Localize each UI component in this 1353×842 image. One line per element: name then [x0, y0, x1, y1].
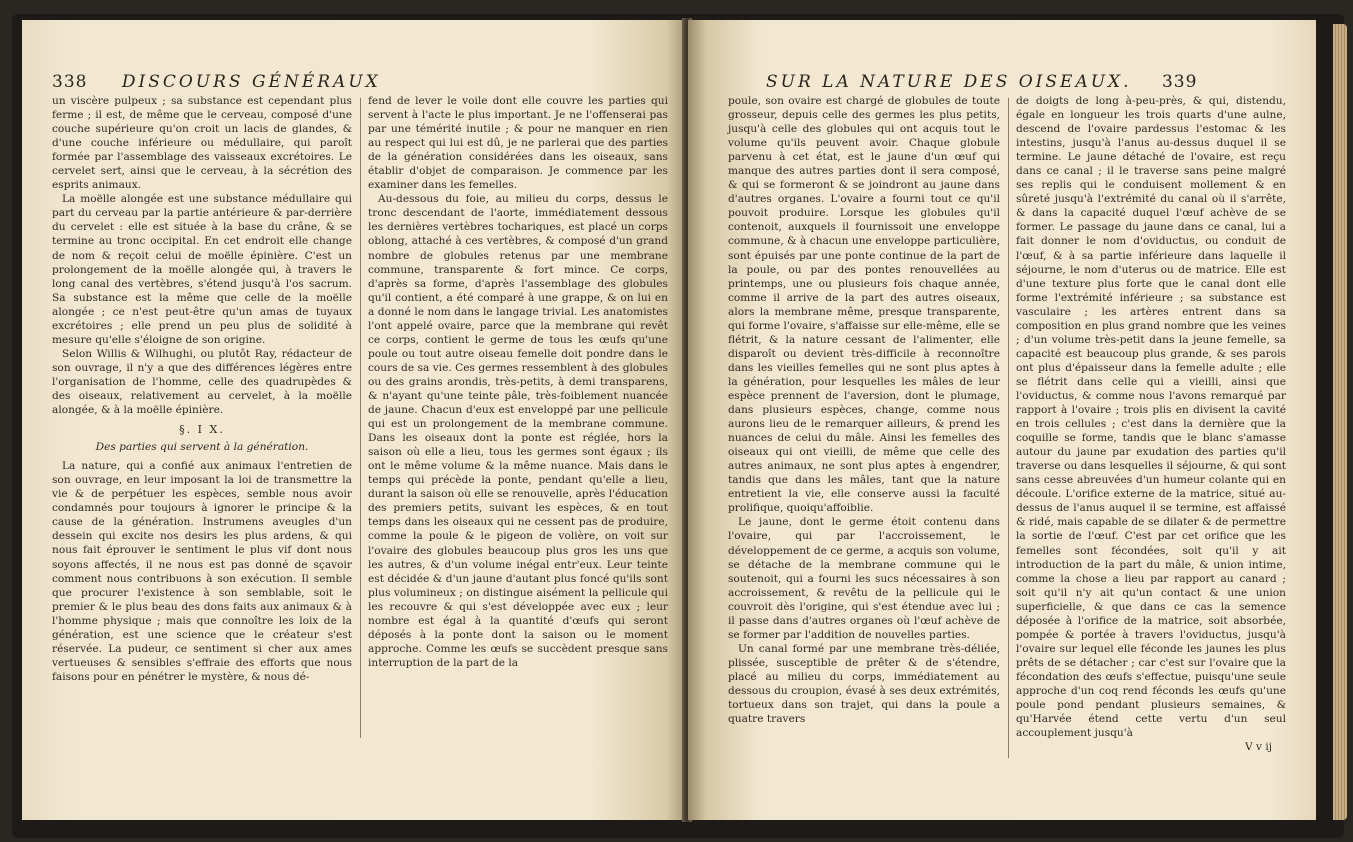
paragraph: un viscère pulpeux ; sa substance est cependant plus ferme ; il est, de même que le cerveau, composé d'une couche supérieure qu'on croit un lacis de glandes, & d'une couche inférieure ou médullaire, qui paroît formée par l'assemblage des vaisseaux excrétoires. Le cervelet sert, ainsi que le cerveau, à la sécrétion des esprits animaux.: [52, 95, 352, 192]
paragraph: Au-dessous du foie, au milieu du corps, dessus le tronc descendant de l'aorte, immédiatement dessous les dernières vertèbres tochariques, est placé un corps oblong, attaché à ces vertèbres, & composé d'un grand nombre de globules retenus par une membrane commune, transparente & fort mince. Ce corps, d'après sa forme, d'après l'assemblage des globules qu'il contient, a été comparé à une grappe, & on lui en a donné le nom dans le langage trivial. Les anatomistes l'ont appelé ovaire, parce que la membrane qui revêt ce corps, contient le germe de tous les œufs qu'une poule ou tout autre oiseau femelle doit pondre dans le cours de sa vie. Ces germes ressemblent à des globules ou des grains arondis, très-petits, à demi transparens, & n'ayant qu'une teinte pâle, très-foiblement nuancée de jaune. Chacun d'eux est enveloppé par une pellicule qui est un prolongement de la membrane commune. Dans les oiseaux dont la ponte est réglée, hors la saison où elle a lieu, tous les germes sont égaux ; ils ont le même volume & la même nuance. Mais dans le temps qui précède la ponte, pendant qu'elle a lieu, durant la saison où elle se renouvelle, après l'éducation des premiers petits, suivant les espèces, & en tout temps dans les oiseaux qui ne cessent pas de produire, comme la poule & le pigeon de volière, on voit sur l'ovaire des globules beaucoup plus gros les uns que les autres, & d'un volume inégal entr'eux. Leur teinte est décidée & d'un jaune d'autant plus foncé qu'ils sont plus volumineux ; on distingue aisément la pellicule qui les recouvre & qui s'est développée avec eux ; leur nombre est égal à la quantité d'œufs qui seront déposés à la ponte dont la saison ou le moment approche. Comme les œufs se succèdent presque sans interruption de la part de la: [368, 193, 668, 669]
paragraph: Le jaune, dont le germe étoit contenu dans l'ovaire, qui par l'accroissement, le développement de ce germe, a acquis son volume, se détache de la membrane commune qui le soutenoit, qui a fourni les sucs nécessaires à son accroissement, & revêtu de la pellicule qui le couvroit dès l'origine, qui s'est étendue avec lui ; il passe dans d'autres organes où l'œuf achève de se former par l'addition de nouvelles parties.: [728, 516, 1000, 641]
paragraph: de doigts de long à-peu-près, & qui, distendu, égale en longueur les trois quarts d'une aulne, descend de l'ovaire pardessus l'estomac & les intestins, jusqu'à l'anus au-dessus duquel il se termine. Le jaune détaché de l'ovaire, est reçu dans ce canal ; il le traverse sans peine malgré ses replis qui le conduisent mollement & en sûreté jusqu'à l'extrémité du canal où il s'arrête, & dans la capacité duquel l'œuf achève de se former. Le passage du jaune dans ce canal, lui a fait donner le nom d'oviductus, ou conduit de l'œuf, & à sa partie inférieure dans laquelle il séjourne, le nom d'uterus ou de matrice. Elle est d'une texture plus forte que le canal dont elle forme l'extrémité inférieure ; sa substance est vasculaire ; les artères entrent dans sa composition en plus grand nombre que les veines ; d'un volume très-petit dans la jeune femelle, sa capacité est beaucoup plus grande, & ses parois ont plus d'épaisseur dans la femelle adulte ; elle se flétrit dans celle qui a vieilli, ainsi que l'oviductus, & comme nous l'avons remarqué par rapport à l'ovaire ; trois plis en divisent la cavité en trois cellules ; c'est dans la dernière que la coquille se forme, tandis que le blanc s'amasse autour du jaune par exudation des parties qu'il traverse ou dans lesquelles il séjourne, & qui sont sans cesse abreuvées d'un humeur colante qui en découle. L'orifice externe de la matrice, situé au-dessus de l'anus auquel il se termine, est affaissé & ridé, mais capable de se dilater & de permettre la sortie de l'œuf. C'est par cet orifice que les femelles sont fécondées, soit qu'il y ait introduction de la part du mâle, & union intime, comme la chose a lieu par rapport au canard ; soit qu'il n'y ait qu'un contact & une union superficielle, & que dans ce cas la semence déposée à l'orifice de la matrice, soit absorbée, pompée & portée à travers l'oviductus, jusqu'à l'ovaire sur lequel elle féconde les jaunes les plus prêts de se détacher ; car c'est sur l'ovaire que la fécondation des œufs s'effectue, puisqu'une seule approche d'un coq rend féconds les œufs qu'une poule pond pendant plusieurs semaines, & qu'Harvée étend cette vertu d'un seul accouplement jusqu'à: [1016, 95, 1286, 740]
paragraph: La moëlle alongée est une substance médullaire qui part du cerveau par la partie antérieure & par-derrière du cervelet : elle est située à la base du crâne, & se termine au tronc occipital. En cet endroit elle change de nom & reçoit celui de moëlle épinière. C'est un prolongement de la moëlle alongée qui, à travers le long canal des vertèbres, s'étend jusqu'à l'os sacrum. Sa substance est la même que celle de la moëlle alongée ; ce n'est peut-être qu'un amas de tuyaux excrétoires ; elle prend un peu plus de solidité à mesure qu'elle s'éloigne de son origine.: [52, 193, 352, 346]
paragraph: La nature, qui a confié aux animaux l'entretien de son ouvrage, en leur imposant la loi de transmettre la vie & de perpétuer les espèces, semble nous avoir condamnés pour toujours à ignorer le principe & la cause de la génération. Instrumens aveugles d'un dessein qui excite nos desirs les plus ardens, & qui nous fait éprouver le sentiment le plus vif dont nous soyons affectés, il ne nous est pas donné de sçavoir comment nous contribuons à son exécution. Il semble que procurer l'existence à son semblable, soit le premier & le plus beau des dons faits aux animaux & à l'homme physique ; mais que connoître les loix de la génération, est une science que le créateur s'est réservée. La pudeur, ce sentiment si cher aux ames vertueuses & sensibles s'effraie des efforts que nous faisons pour en pénétrer le mystère, & nous dé-: [52, 460, 352, 683]
right-running-head: [766, 72, 1197, 92]
paragraph: Selon Willis & Wilhughi, ou plutôt Ray, rédacteur de son ouvrage, il n'y a que des différences légères entre l'organisation de l'homme, celle des quadrupèdes & des oiseaux, relativement au cervelet, à la moëlle alongée, & à la moëlle épinière.: [52, 347, 352, 417]
signature-mark: V v ij: [1244, 741, 1272, 754]
paragraph: poule, son ovaire est chargé de globules de toute grosseur, depuis celle des germes les plus petits, jusqu'à celle des globules qui ont acquis tout le volume qu'ils peuvent avoir. Chaque globule parvenu à cet état, est le jaune d'un œuf qui manque des autres parties dont il sera composé, & qui se formeront & se joindront au jaune dans d'autres organes. L'ovaire a fourni tout ce qu'il pouvoit produire. Lorsque les globules qu'il contenoit, auxquels il fournissoit une enveloppe commune, & à chacun une enveloppe particulière, sont épuisés par une ponte continue de la part de la poule, ou par des pontes renouvellées au printemps, une ou plusieurs fois chaque année, comme il arrive de la part des autres oiseaux, alors la membrane même, presque transparente, qui forme l'ovaire, s'affaisse sur elle-même, elle se flétrit, & la nature cessant de l'alimenter, elle disparoît ou devient très-difficile à reconnoître dans les vieilles femelles qui ne sont plus aptes à la génération, pour lesquelles les mâles de leur espèce prennent de l'aversion, dont le plumage, dans plusieurs espèces, change, comme nous aurons lieu de le remarquer ailleurs, & prend les nuances de celui du mâle. Ainsi les femelles des oiseaux qui ont vieilli, de même que celle des autres animaux, ne sont plus aptes à engendrer, tandis que dans les mâles, tant que la nature entretient la vie, elle conserve aussi la faculté prolifique, quoiqu'affoiblie.: [728, 95, 1000, 515]
right-column-1: [728, 94, 1000, 726]
left-column-2: [368, 94, 668, 670]
right-page: [688, 20, 1316, 820]
left-running-title: DISCOURS GÉNÉRAUX: [121, 72, 381, 92]
left-page: [22, 20, 686, 820]
page-edges: [1333, 24, 1347, 820]
left-running-head: [52, 72, 381, 92]
left-column-1: [52, 94, 352, 684]
section-number: §. I X.: [179, 423, 225, 437]
right-page-number: 339: [1161, 72, 1198, 92]
paragraph: Un canal formé par une membrane très-déliée, plissée, susceptible de prêter & de s'étendre, placé au milieu du corps, immédiatement au dessous du croupion, évasé à ses deux extrémités, tortueux dans son trajet, qui dans la poule a quatre travers: [728, 642, 1000, 726]
column-rule: [360, 98, 361, 738]
paragraph: fend de lever le voile dont elle couvre les parties qui servent à l'acte le plus important. Je ne l'offenserai pas par une témérité inutile ; & pour ne manquer en rien au respect qui lui est dû, je ne parlerai que des parties de la génération considérées dans les oiseaux, sans établir d'objet de comparaison. Je commence par les examiner dans les femelles.: [368, 95, 668, 192]
section-title: Des parties qui servent à la génération.: [95, 441, 309, 454]
right-running-title: SUR LA NATURE DES OISEAUX.: [766, 72, 1132, 92]
left-page-number: 338: [52, 72, 88, 92]
right-column-2: [1016, 94, 1286, 754]
column-rule: [1008, 98, 1009, 758]
